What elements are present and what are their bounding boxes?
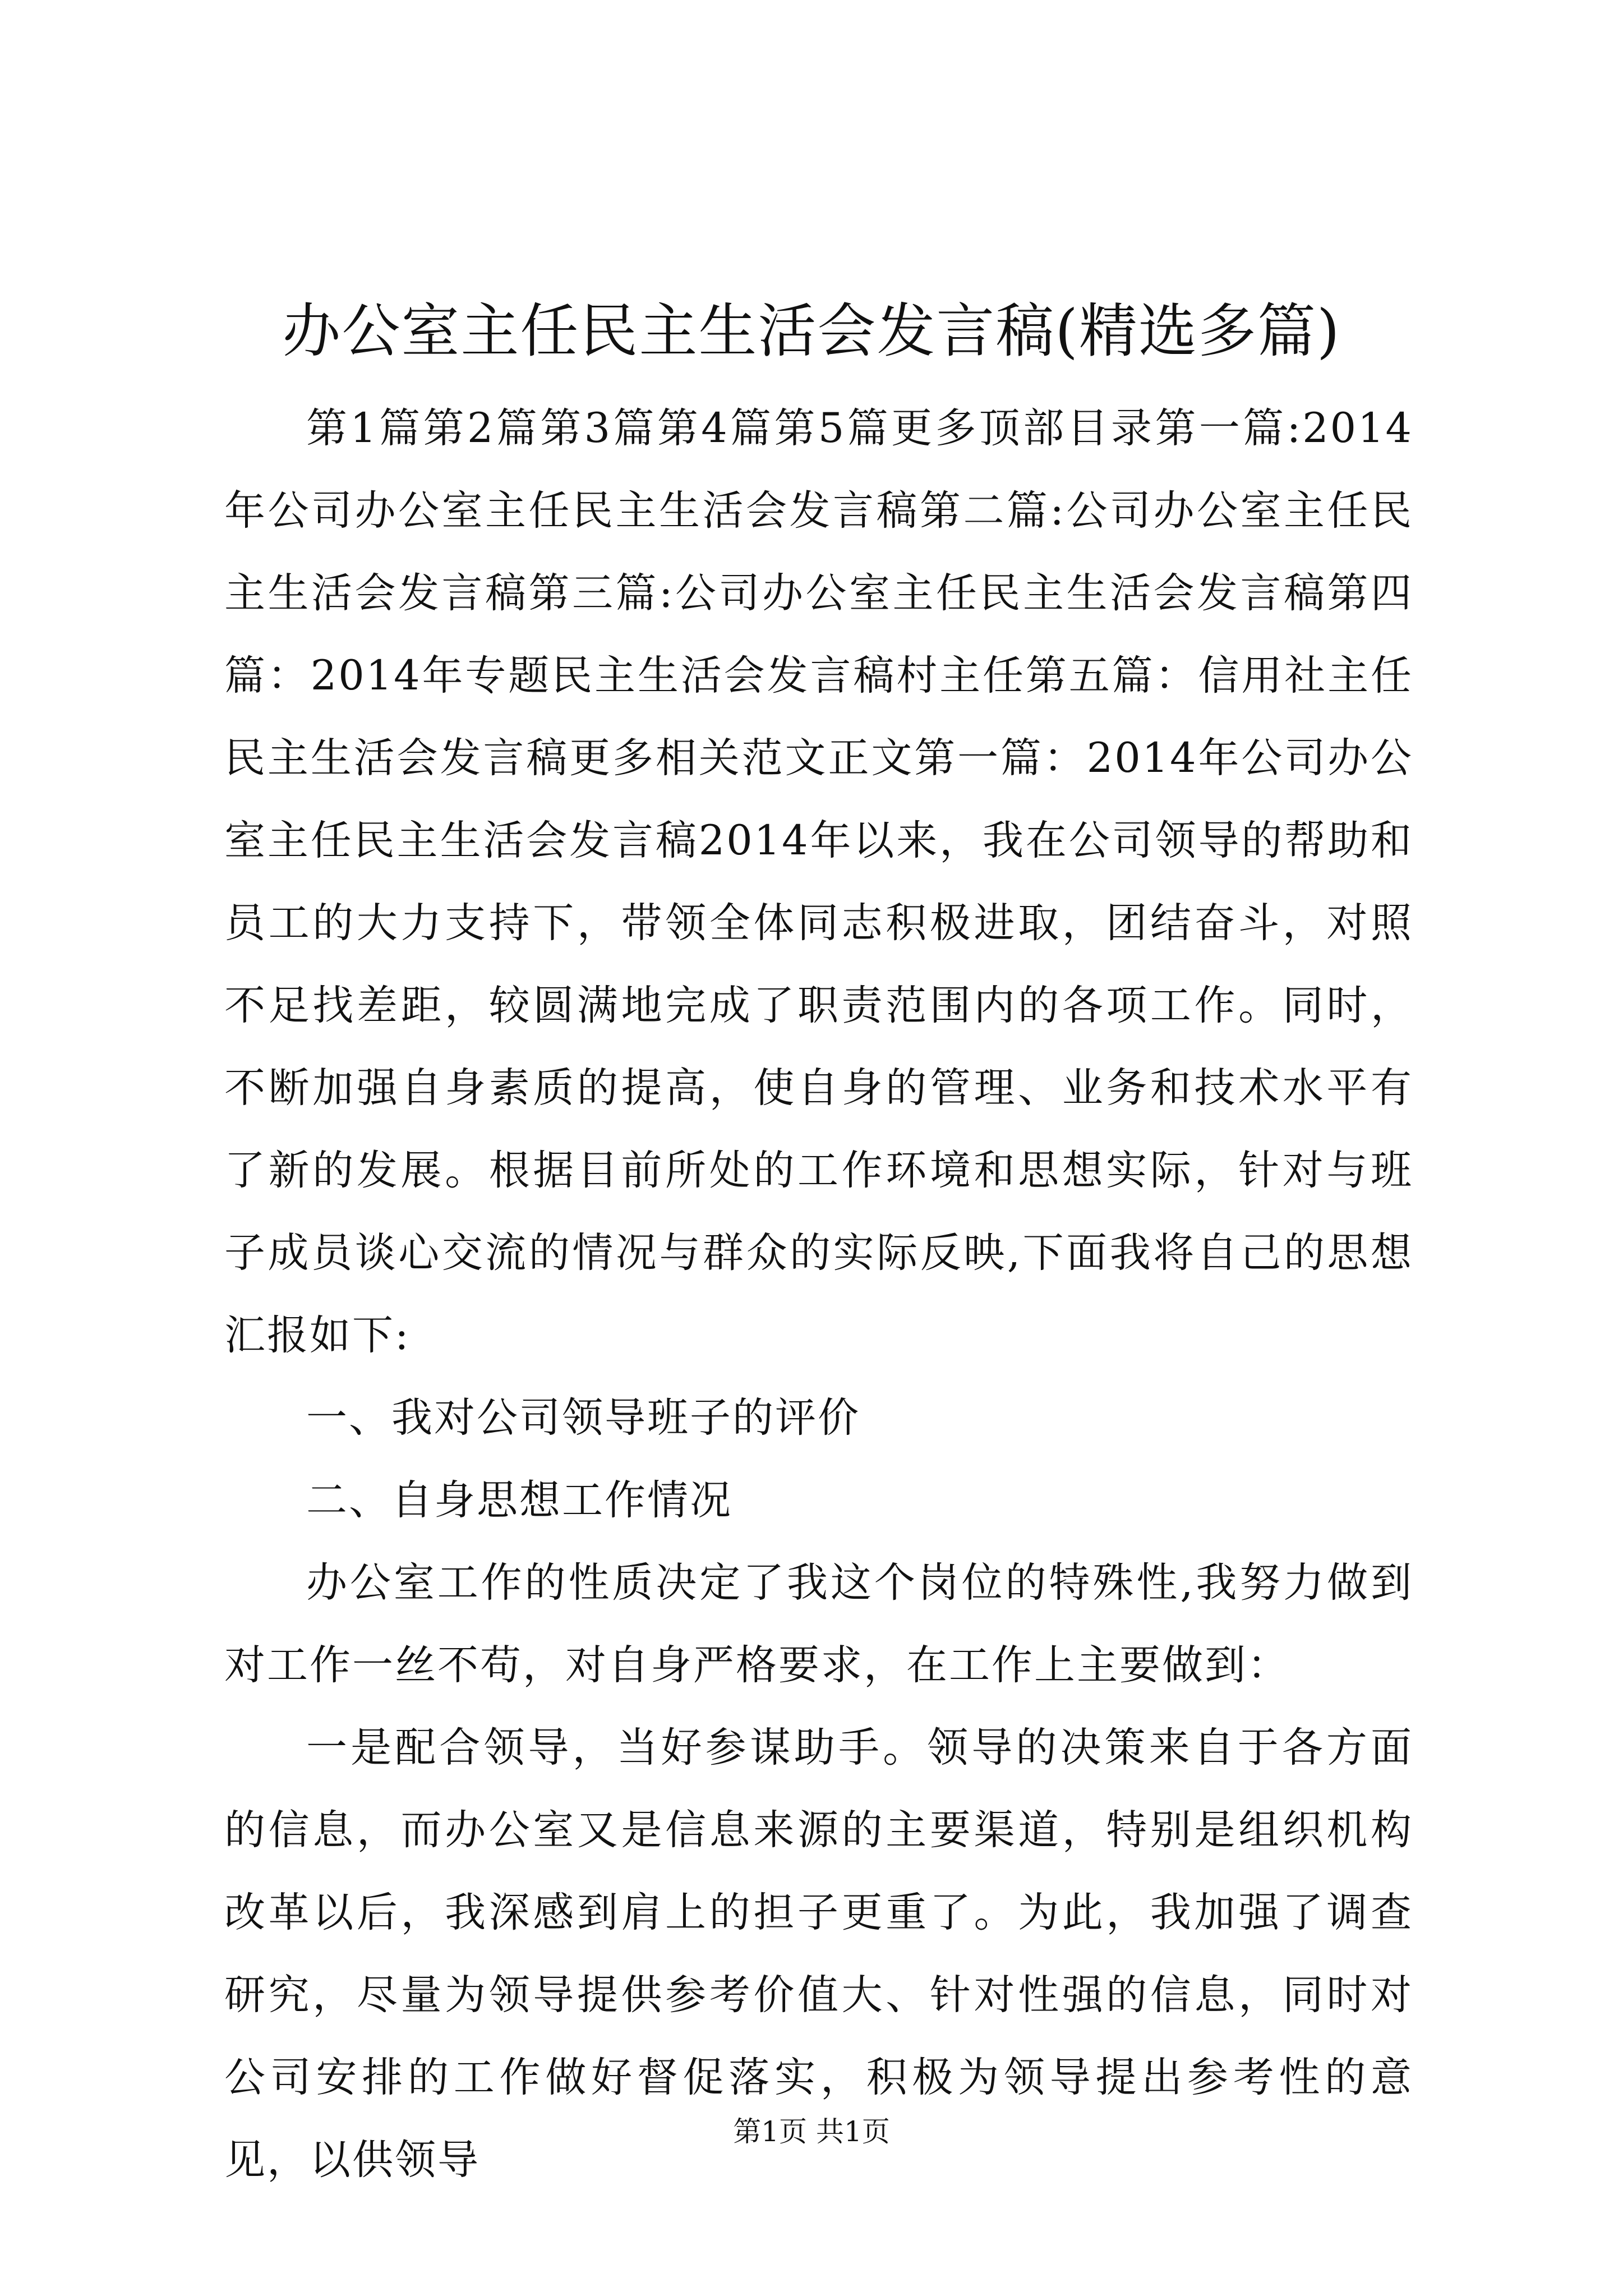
- paragraph-cooperate-leader: 一是配合领导，当好参谋助手。领导的决策来自于各方面的信息，而办公室又是信息来源的主要渠道，特别是组织机构改革以后，我深感到肩上的担子更重了。为此，我加强了调查研究，尽量为领导提供参考价值大、针对性强的信息，同时对公司安排的工作做好督促落实，积极为领导提出参考性的意见，以供领导: [224, 1724, 1413, 2184]
- paragraph-heading-2: 二、自身思想工作情况: [306, 1476, 732, 1524]
- page-number-current: 第1页: [733, 2115, 807, 2148]
- document-body: [224, 387, 1413, 2201]
- page-number-total: 共1页: [816, 2115, 890, 2148]
- document-title: 办公室主任民主生活会发言稿(精选多篇): [282, 297, 1341, 365]
- paragraph-heading-1: 一、我对公司领导班子的评价: [306, 1394, 860, 1442]
- paragraph-office-work: 办公室工作的性质决定了我这个岗位的特殊性,我努力做到对工作一丝不苟，对自身严格要求，在工作上主要做到：: [224, 1559, 1413, 1689]
- paragraph-toc-intro: 第1篇第2篇第3篇第4篇第5篇更多顶部目录第一篇:2014年公司办公室主任民主生活会发言稿第二篇:公司办公室主任民主生活会发言稿第三篇:公司办公室主任民主生活会发言稿第四篇：2014年专题民主生活会发言稿村主任第五篇：信用社主任民主生活会发言稿更多相关范文正文第一篇：2014年公司办公室主任民主生活会发言稿2014年以来，我在公司领导的帮助和员工的大力支持下，带领全体同志积极进取，团结奋斗，对照不足找差距，较圆满地完成了职责范围内的各项工作。同时，不断加强自身素质的提高，使自身的管理、业务和技术水平有了新的发展。根据目前所处的工作环境和思想实际，针对与班子成员谈心交流的情况与群众的实际反映,下面我将自己的思想汇报如下:: [224, 404, 1413, 1359]
- page-footer: [0, 2112, 1623, 2151]
